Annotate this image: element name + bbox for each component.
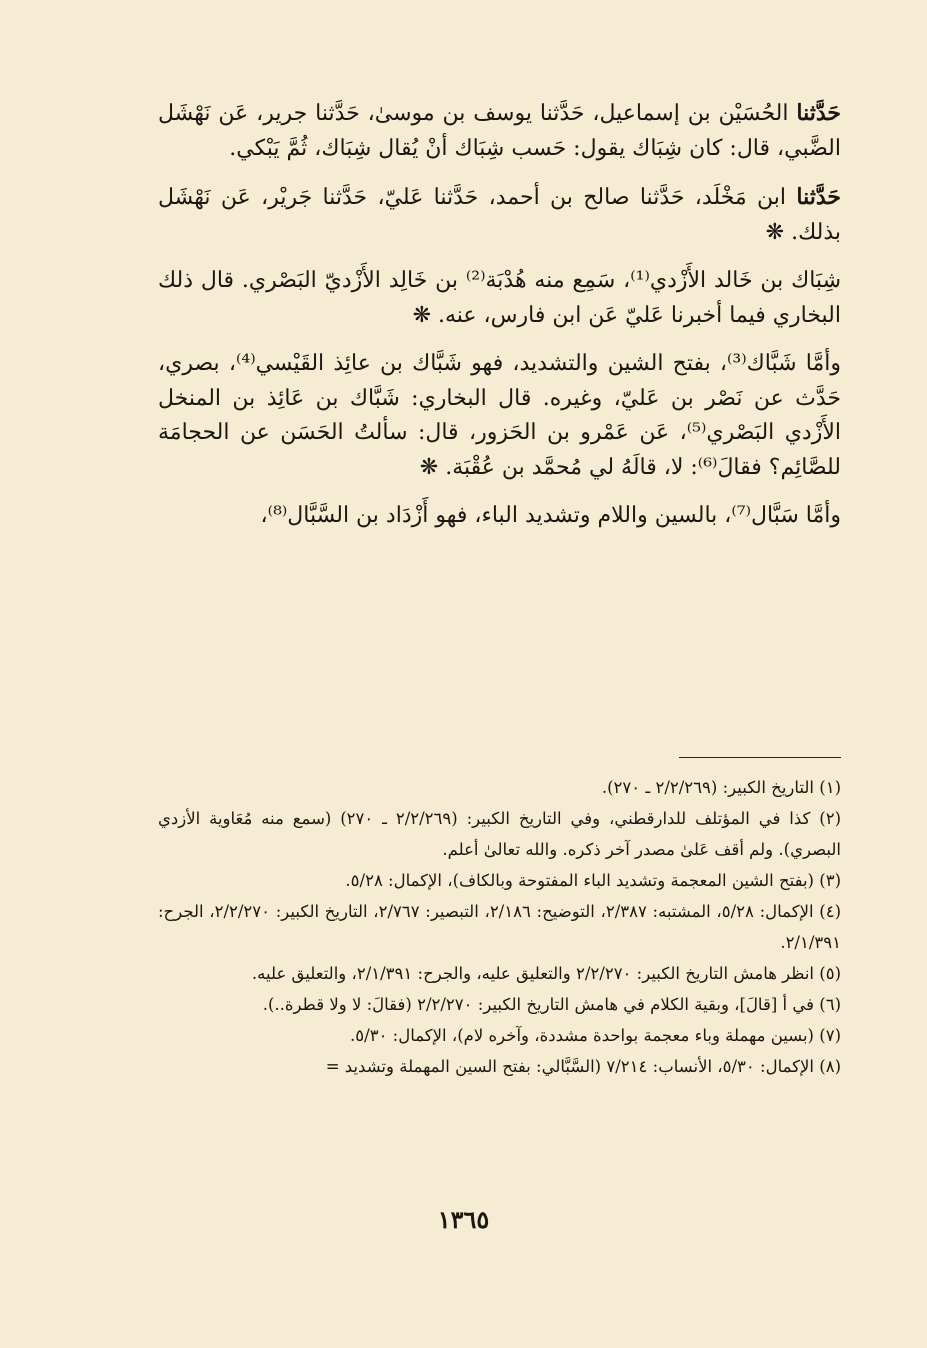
main-text — [158, 96, 841, 550]
paragraph-lead: حَدَّثنا — [796, 184, 841, 210]
paragraph-3 — [158, 264, 841, 333]
footnote-1: (١) التاريخ الكبير: (٢/٢/٢٦٩ ـ ٢٧٠). — [601, 778, 841, 797]
paragraph-1 — [158, 96, 841, 166]
paragraph-text: الحُسَيْن بن إسماعيل، حَدَّثنا يوسف بن موسىٰ، حَدَّثنا جرير، عَن نَهْشَل الضَّبي، قال: كان شِبَاك يقول: حَسب شِبَاك أنْ يُقال شِبَاك، ثُمَّ يَبْكي. — [158, 101, 841, 161]
footnote-divider — [679, 757, 841, 758]
paragraph-text: وأمَّا شَبَّاك⁽³⁾، بفتح الشين والتشديد، فهو شَبَّاك بن عائِذ القَيْسي⁽⁴⁾، بصري، حَدَّث عن نَصْر بن عَليّ، وغيره. قال البخاري: شَبَّاك بن عَائِذ بن المنخل الأَزْدي البَصْري⁽⁵⁾، عَن عَمْرو بن الحَزور، قال: سألتُ الحَسَن عن الحجامَة للصَّائِم؟ فقالَ⁽⁶⁾: لا، قالَهُ لي مُحمَّد بن عُقْبَة. ❋ — [158, 351, 842, 480]
paragraph-2 — [158, 180, 841, 250]
footnote-6: (٦) في أ [قالَ]، وبقية الكلام في هامش التاريخ الكبير: ٢/٢/٢٧٠ (فقالَ: لا ولا قطرة..). — [262, 995, 841, 1014]
footnote-5: (٥) انظر هامش التاريخ الكبير: ٢/٢/٢٧٠ والتعليق عليه، والجرح: ٢/١/٣٩١، والتعليق عليه. — [251, 964, 841, 983]
paragraph-lead: حَدَّثنا — [796, 100, 841, 126]
paragraph-4 — [158, 347, 841, 485]
footnotes — [158, 772, 841, 1082]
footnote-2: (٢) كذا في المؤتلف للدارقطني، وفي التاريخ الكبير: (٢/٢/٢٦٩ ـ ٢٧٠) (سمع منه مُعَاوية الأزدي البصري). ولم أقف عَلىٰ مصدر آخر ذكره. والله تعالىٰ أعلم. — [158, 809, 841, 859]
footnote-3: (٣) (بفتح الشين المعجمة وتشديد الباء المفتوحة وبالكاف)، الإكمال: ٥/٢٨. — [345, 871, 841, 890]
paragraph-text: ابن مَخْلَد، حَدَّثنا صالح بن أحمد، حَدَّثنا عَليّ، حَدَّثنا جَريْر، عَن نَهْشَل بذلك. ❋ — [158, 185, 841, 245]
paragraph-text: وأمَّا سَبَّال⁽⁷⁾، بالسين واللام وتشديد الباء، فهو أَزْدَاد بن السَّبَّال⁽⁸⁾، — [260, 503, 841, 528]
paragraph-text: شِبَاك بن خَالد الأَزْدي⁽¹⁾، سَمِع منه هُدْبَة⁽²⁾ بن خَالِد الأَزْديّ البَصْري. قال ذلك البخاري فيما أخبرنا عَليّ عَن ابن فارس، عنه. ❋ — [158, 268, 841, 328]
footnote-4: (٤) الإكمال: ٥/٢٨، المشتبه: ٢/٣٨٧، التوضيح: ٢/١٨٦، التبصير: ٢/٧٦٧، التاريخ الكبير: ٢/٢/٢٧٠، الجرح: ٢/١/٣٩١. — [158, 902, 841, 952]
page-number: ١٣٦٥ — [437, 1205, 490, 1234]
paragraph-5 — [158, 499, 841, 534]
footnote-7: (٧) (بسين مهملة وباء معجمة بواحدة مشددة، وآخره لام)، الإكمال: ٥/٣٠. — [350, 1026, 841, 1045]
footnote-8: (٨) الإكمال: ٥/٣٠، الأنساب: ٧/٢١٤ (السَّبَّالي: بفتح السين المهملة وتشديد = — [325, 1057, 841, 1076]
